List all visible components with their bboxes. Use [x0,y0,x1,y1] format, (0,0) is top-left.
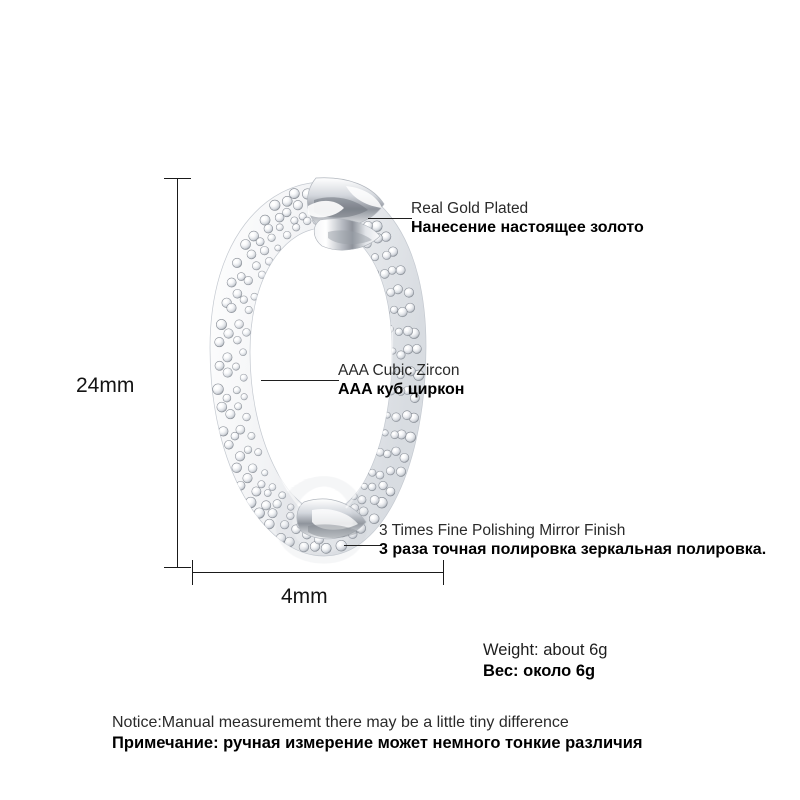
notice-text-ru: Примечание: ручная измерение может немного тонкие различия [112,734,643,752]
leader-line-mirror-polish [344,545,380,546]
annotation-mirror-polish-ru: 3 раза точная полировка зеркальная полировка. [379,541,767,558]
weight-text-en: Weight: about 6g [483,641,608,659]
weight-block [483,640,607,682]
annotation-aaa-cubic-zircon [338,362,464,399]
dimension-line-horizontal [192,572,444,573]
weight-text-ru: Вес: около 6g [483,662,596,680]
annotation-aaa-cubic-zircon-ru: AAA куб циркон [338,381,465,398]
annotation-real-gold-plated-ru: Нанесение настоящее золото [411,219,644,236]
annotation-real-gold-plated-en: Real Gold Plated [411,200,529,217]
dimension-label-width: 4mm [281,585,328,608]
leader-line-aaa-cubic-zircon [261,380,339,381]
dimension-line-vertical [177,178,178,568]
notice-block [112,712,643,754]
dimension-cap-horizontal-left [192,560,193,585]
dimension-cap-vertical-top [164,178,191,179]
dimension-cap-vertical-bottom [164,567,191,568]
dimension-label-height: 24mm [76,374,135,397]
leader-line-real-gold-plated [368,218,412,219]
annotation-real-gold-plated [411,200,644,237]
annotation-mirror-polish-en: 3 Times Fine Polishing Mirror Finish [379,522,626,539]
dimension-cap-horizontal-right [443,560,444,585]
notice-text-en: Notice:Manual measurememt there may be a little tiny difference [112,714,569,731]
annotation-aaa-cubic-zircon-en: AAA Cubic Zircon [338,362,460,379]
clasp-top [307,178,384,250]
annotation-mirror-polish [379,522,766,559]
